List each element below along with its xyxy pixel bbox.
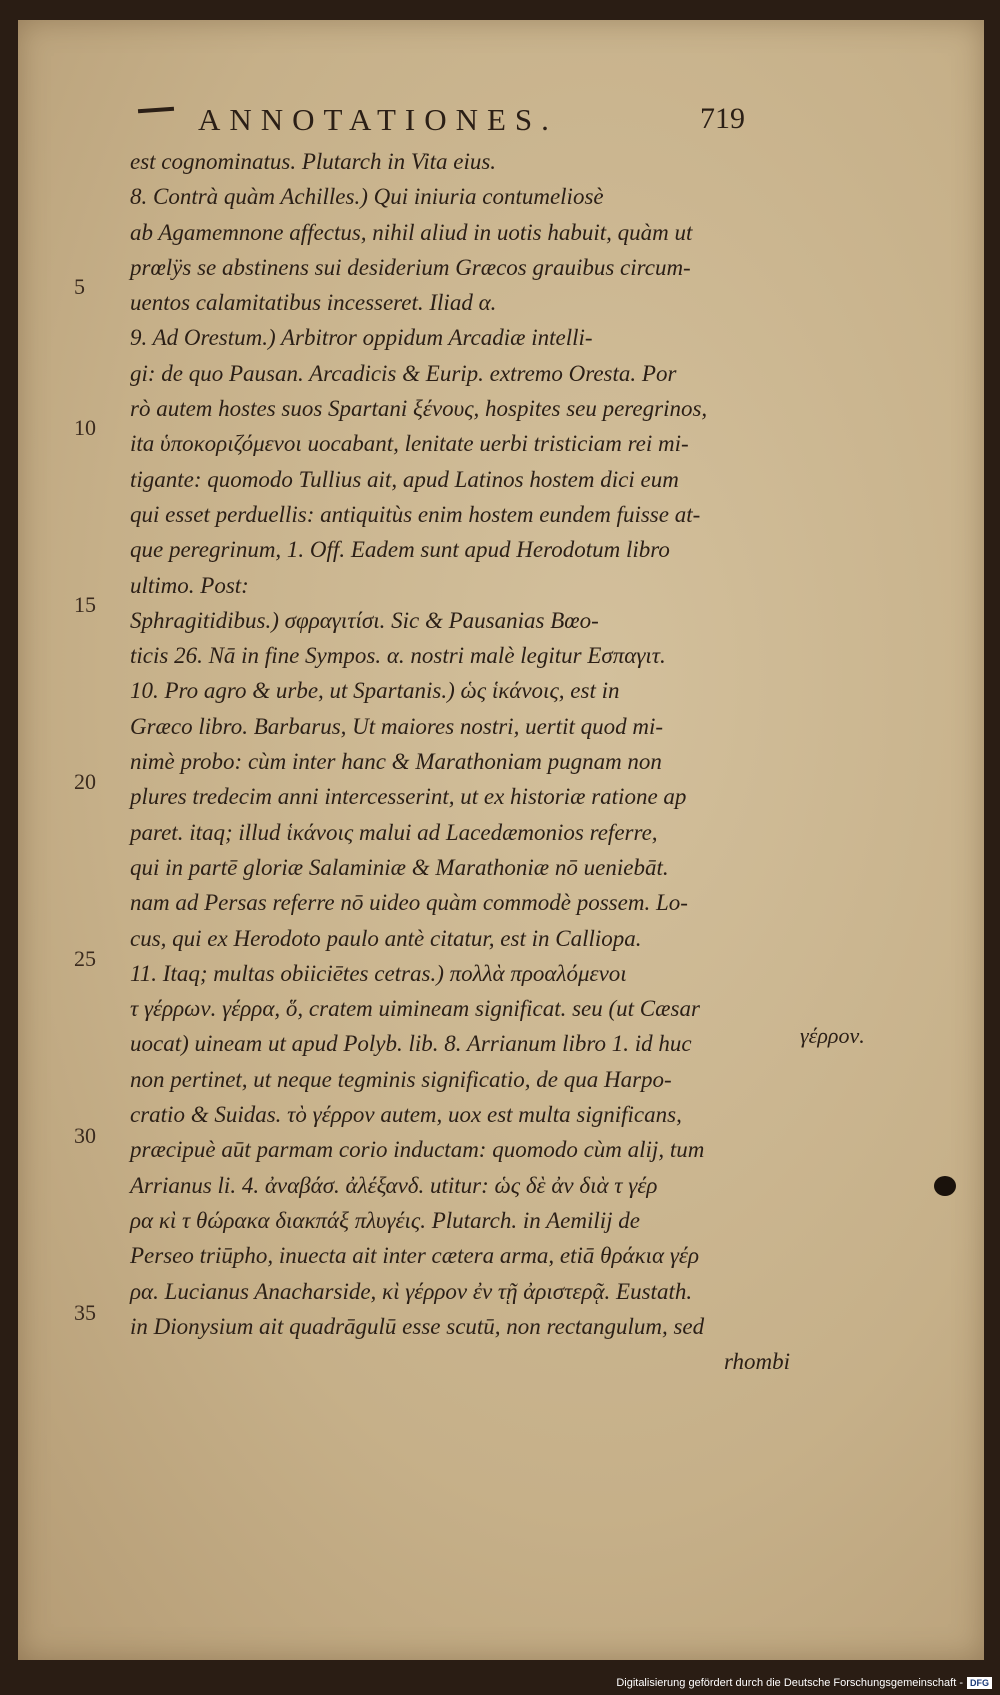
footer-text: Digitalisierung gefördert durch die Deutsche Forschungsgemeinschaft - [616,1677,963,1689]
catchword: rhombi [723,1349,790,1375]
text-line: cus, qui ex Herodoto paulo antè citatur, est in Calliopa. [130,925,642,951]
text-line: ticis 26. Nā in fine Sympos. α. nostri malè legitur Εσπαγιτ. [130,643,666,669]
text-line: paret. itaq; illud ἱκάνοις malui ad Lacedæmonios referre, [130,819,658,845]
text-line: ρα κὶ τ θώρακα διακπάξ πλυγέις. Plutarch. in Aemilij de [130,1207,640,1233]
text-line: tigante: quomodo Tullius ait, apud Latinos hostem dici eum [130,466,679,492]
text-line: præcipuè aūt parmam corio inductam: quomodo cùm alij, tum [130,1137,705,1163]
book-page [18,20,984,1660]
text-line: qui esset perduellis: antiquitùs enim hostem eundem fuisse at- [130,501,701,527]
text-line: rò autem hostes suos Spartani ξένους, hospites seu peregrinos, [130,396,708,422]
text-line: cratio & Suidas. τὸ γέρρον autem, uox est multa significans, [130,1102,682,1128]
text-line: ultimo. Post: [130,572,249,598]
line-number: 35 [74,1300,96,1325]
line-number: 30 [74,1123,96,1148]
text-line: prœlÿs se abstinens sui desiderium Græcos grauibus circum- [130,254,691,280]
text-line: uocat) uineam ut apud Polyb. lib. 8. Arrianum libro 1. id huc [130,1031,692,1057]
text-line: uentos calamitatibus incesseret. Iliad α. [130,290,497,316]
text-line: Perseo triūpho, inuecta ait inter cætera arma, etiā θράκια γέρ [130,1243,699,1269]
text-line: Arrianus li. 4. ἀναβάσ. ἀλέξανδ. utitur: ὡς δὲ ἀν διὰ τ γέρ [130,1172,658,1198]
running-header [138,100,778,150]
dfg-logo: DFG [967,1677,992,1689]
line-number: 5 [74,274,85,299]
header-dash-ornament [138,107,174,114]
text-line: 11. Itaq; multas obiiciētes cetras.) πολλὰ προαλόμενοι [130,960,627,986]
line-number: 15 [74,592,96,617]
text-line: 8. Contrà quàm Achilles.) Qui iniuria contumeliosè [130,184,604,210]
line-number: 25 [74,946,96,971]
text-line: in Dionysium ait quadrāgulū esse scutū, non rectangulum, sed [130,1313,705,1339]
text-line: 9. Ad Orestum.) Arbitror oppidum Arcadiæ intelli- [130,325,593,351]
annotation-text [130,144,790,1379]
text-line: non pertinet, ut neque tegminis significatio, de qua Harpo- [130,1066,672,1092]
text-line: Sphragitidibus.) σφραγιτίσι. Sic & Pausanias Bœo- [130,607,599,633]
text-line: nimè probo: cùm inter hanc & Marathoniam pugnam non [130,749,662,775]
margin-note: γέρρον. [800,1023,865,1048]
line-number: 10 [74,415,96,440]
text-line: Græco libro. Barbarus, Ut maiores nostri, uertit quod mi- [130,713,664,739]
ink-blot [934,1176,956,1196]
text-line: ita ὑποκοριζόμενοι uocabant, lenitate uerbi tristiciam rei mi- [130,431,689,457]
footer-credit [616,1674,992,1692]
line-number: 20 [74,769,96,794]
text-line: que peregrinum, 1. Off. Eadem sunt apud Herodotum libro [130,537,670,563]
running-title: ANNOTATIONES. [198,102,558,137]
text-line: ρα. Lucianus Anacharside, κὶ γέρρον ἐν τῇ ἀριστερᾷ. Eustath. [130,1278,693,1304]
text-line: nam ad Persas referre nō uideo quàm commodè possem. Lo- [130,890,688,916]
text-line: plures tredecim anni intercesserint, ut ex historiæ ratione ap [130,784,687,810]
text-line: ab Agamemnone affectus, nihil aliud in uotis habuit, quàm ut [130,219,693,245]
text-line: 10. Pro agro & urbe, ut Spartanis.) ὡς ἱκάνοις, est in [130,678,620,704]
text-line: gi: de quo Pausan. Arcadicis & Eurip. extremo Oresta. Por [130,360,677,386]
page-number: 719 [700,102,745,135]
text-line: τ γέρρων. γέρρα, ὅ, cratem uimineam significat. seu (ut Cæsar [130,996,700,1022]
text-line: qui in partē gloriæ Salaminiæ & Marathoniæ nō ueniebāt. [130,854,669,880]
text-line: est cognominatus. Plutarch in Vita eius. [130,149,497,174]
